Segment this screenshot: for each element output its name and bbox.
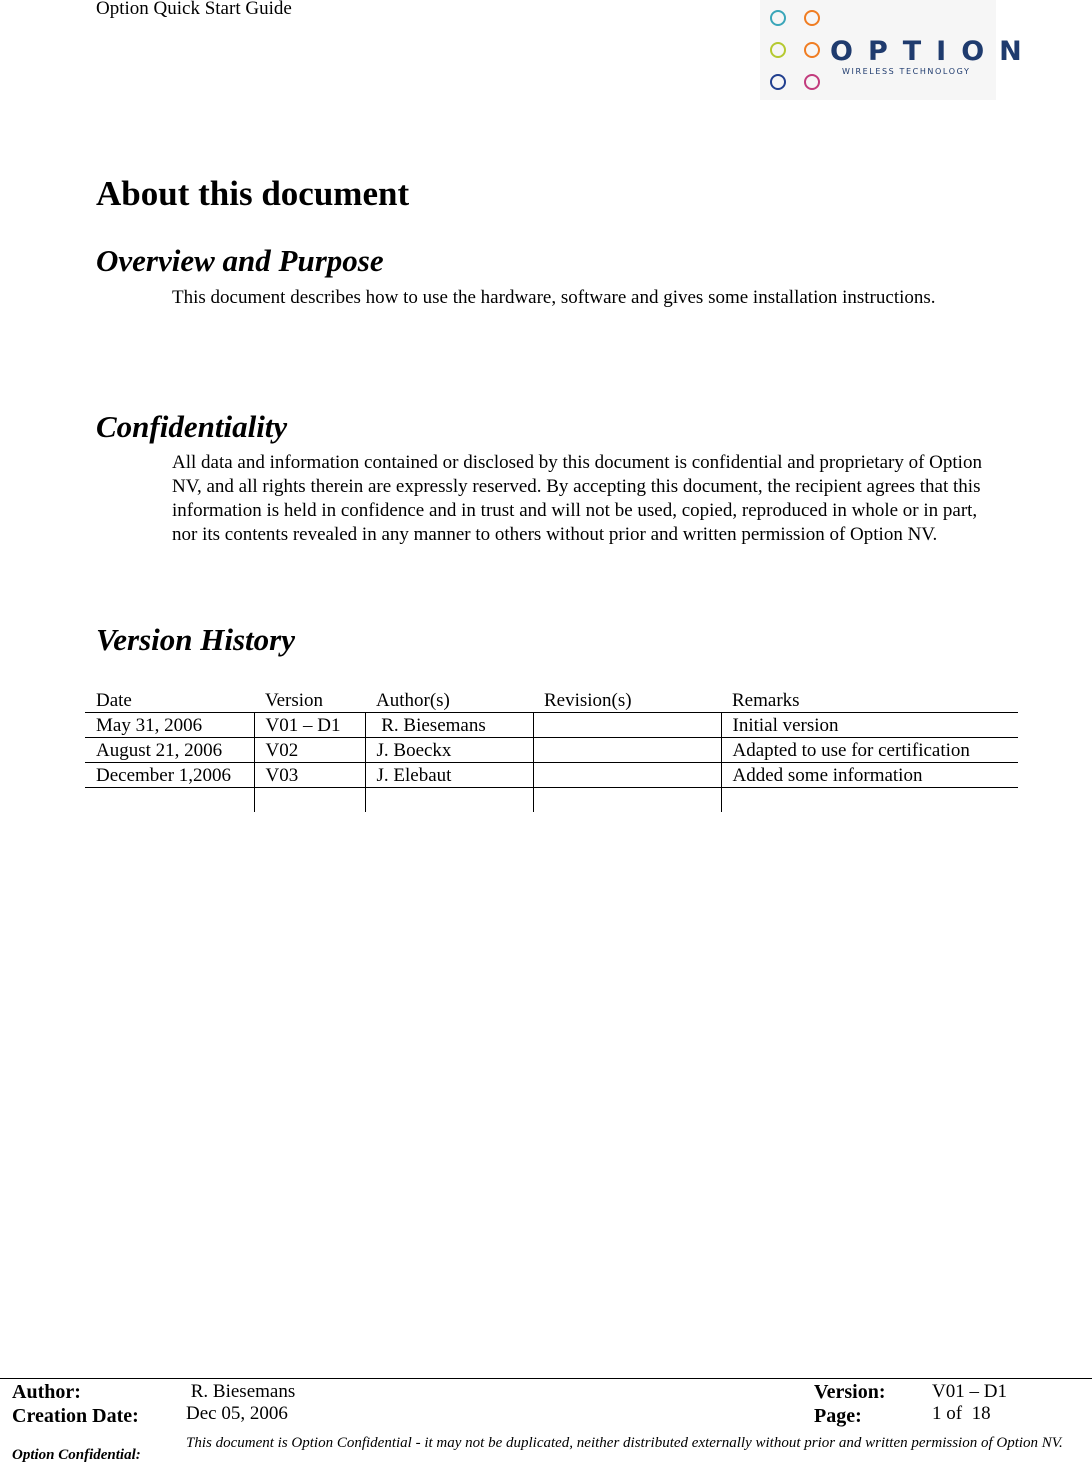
overview-body: This document describes how to use the hardware, software and gives some installation instructions.: [172, 287, 936, 308]
cell-version: V01 – D1: [254, 713, 365, 738]
footer-author-value: R. Biesemans: [186, 1381, 296, 1402]
logo-circle-magenta: [805, 75, 819, 89]
table-row: [85, 763, 1018, 788]
cell-author: J. Elebaut: [365, 763, 533, 788]
table-row: [85, 713, 1018, 738]
cell-version: V03: [254, 763, 365, 788]
header-version: Version: [254, 688, 365, 713]
cell-version: [254, 788, 365, 813]
cell-revision: [533, 713, 721, 738]
cell-author: J. Boeckx: [365, 738, 533, 763]
cell-version: V02: [254, 738, 365, 763]
header-authors: Author(s): [365, 688, 533, 713]
footer-author-label: Author:: [12, 1381, 81, 1403]
option-logo: [760, 0, 1037, 100]
cell-author: [365, 788, 533, 813]
cell-revision: [533, 788, 721, 813]
table-header-row: [85, 688, 1018, 713]
logo-circle-orange-2: [805, 43, 819, 57]
version-history-table: [85, 688, 1018, 812]
overview-heading: Overview and Purpose: [96, 243, 384, 278]
cell-revision: [533, 763, 721, 788]
logo-tagline: WIRELESS TECHNOLOGY: [842, 67, 971, 76]
footer-rule: [0, 1378, 1092, 1379]
footer-creation-label: Creation Date:: [12, 1405, 139, 1427]
logo-circle-teal: [771, 11, 785, 25]
table-row: [85, 738, 1018, 763]
cell-date: [85, 788, 254, 813]
header-remarks: Remarks: [721, 688, 1018, 713]
header-revisions: Revision(s): [533, 688, 721, 713]
cell-date: December 1,2006: [85, 763, 254, 788]
cell-remarks: Added some information: [721, 763, 1018, 788]
cell-remarks: Adapted to use for certification: [721, 738, 1018, 763]
table-row-empty: [85, 788, 1018, 813]
footer-confidential-text: This document is Option Confidential - it may not be duplicated, neither distributed externally without prior and written permission of Option NV.: [186, 1435, 1063, 1451]
footer-confidential-label: Option Confidential:: [12, 1447, 141, 1463]
cell-revision: [533, 738, 721, 763]
cell-author: R. Biesemans: [365, 713, 533, 738]
logo-circle-yellowgreen: [771, 43, 785, 57]
cell-remarks: Initial version: [721, 713, 1018, 738]
cell-date: May 31, 2006: [85, 713, 254, 738]
logo-circle-orange: [805, 11, 819, 25]
confidentiality-body: All data and information contained or disclosed by this document is confidential and proprietary of Option NV, and all rights therein are expressly reserved. By accepting this document, the recipient agrees that this information is held in confidence and in trust and will not be used, copied, reproduced in whole or in part, nor its contents revealed in any manner to others without prior and written permission of Option NV.: [172, 452, 982, 545]
footer-version-value: V01 – D1: [932, 1381, 1007, 1402]
cell-date: August 21, 2006: [85, 738, 254, 763]
footer-page-value: 1 of 18: [932, 1403, 991, 1424]
document-title: About this document: [96, 174, 410, 213]
version-history-heading: Version History: [96, 622, 295, 657]
running-header: Option Quick Start Guide: [96, 0, 292, 19]
footer-creation-value: Dec 05, 2006: [186, 1403, 288, 1424]
confidentiality-heading: Confidentiality: [96, 409, 288, 444]
logo-wordmark: OPTION: [830, 36, 1037, 67]
footer-page-label: Page:: [814, 1405, 862, 1427]
header-date: Date: [85, 688, 254, 713]
logo-circle-navy: [771, 75, 785, 89]
cell-remarks: [721, 788, 1018, 813]
footer-version-label: Version:: [814, 1381, 886, 1403]
